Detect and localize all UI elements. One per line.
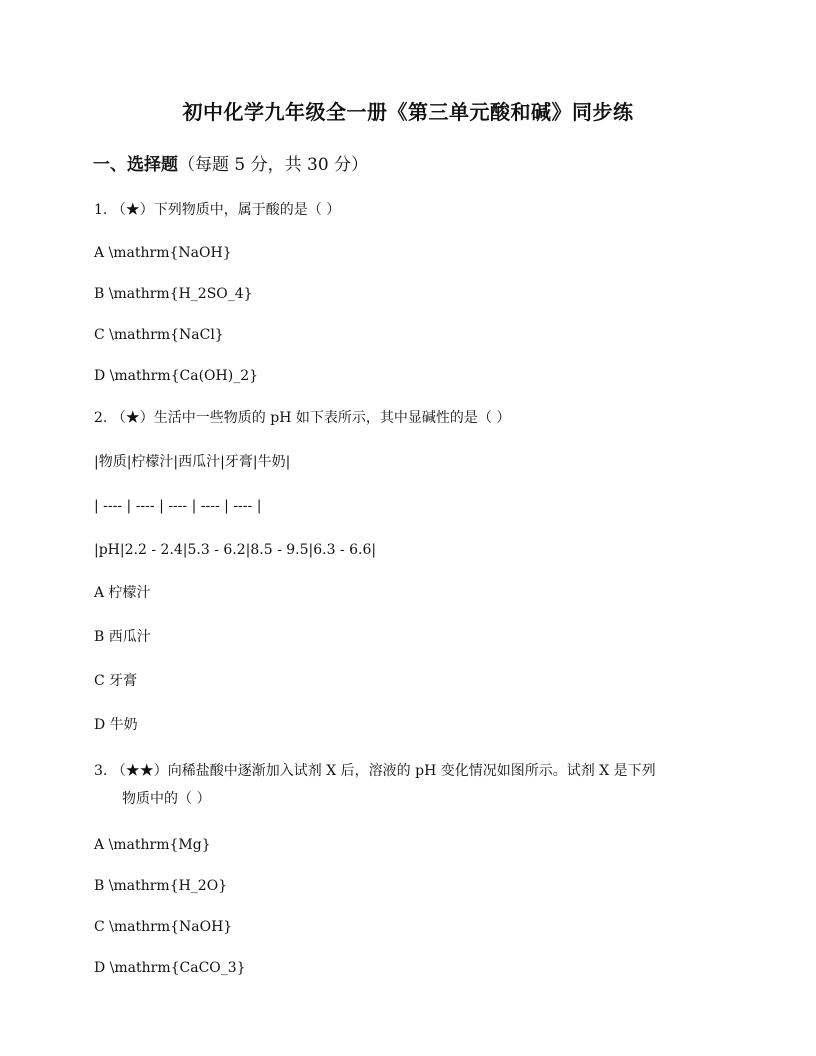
document-title: 初中化学九年级全一册《第三单元酸和碱》同步练 xyxy=(182,100,634,124)
question-2-table-row-ph: |pH|2.2 - 2.4|5.3 - 6.2|8.5 - 9.5|6.3 - 6.6| xyxy=(94,542,377,558)
question-1-option-b: B \mathrm{H_2SO_4} xyxy=(94,286,253,302)
question-3-option-a: A \mathrm{Mg} xyxy=(94,837,211,853)
question-3-stem xyxy=(94,757,724,813)
section-heading-label: 一、选择题 xyxy=(93,155,178,175)
question-1-option-a: A \mathrm{NaOH} xyxy=(94,245,232,261)
question-2-option-c: C 牙膏 xyxy=(94,673,138,689)
question-2-table-row-separator: | ---- | ---- | ---- | ---- | ---- | xyxy=(94,498,262,514)
question-1-option-c: C \mathrm{NaCl} xyxy=(94,327,224,343)
question-3-option-c: C \mathrm{NaOH} xyxy=(94,919,233,935)
question-3-stem-line-1: 3. （★★）向稀盐酸中逐渐加入试剂 X 后，溶液的 pH 变化情况如图所示。试剂 X 是下列 xyxy=(94,763,656,779)
question-2-option-b: B 西瓜汁 xyxy=(94,629,151,645)
question-1-stem: 1. （★）下列物质中，属于酸的是（ ） xyxy=(94,202,341,218)
question-3-option-d: D \mathrm{CaCO_3} xyxy=(94,960,246,976)
question-2-stem: 2. （★）生活中一些物质的 pH 如下表所示，其中显碱性的是（ ） xyxy=(94,410,511,426)
question-2-option-a: A 柠檬汁 xyxy=(94,585,151,601)
question-2-option-d: D 牛奶 xyxy=(94,717,138,733)
question-3-option-b: B \mathrm{H_2O} xyxy=(94,878,228,894)
question-2-table-row-header: |物质|柠檬汁|西瓜汁|牙膏|牛奶| xyxy=(94,454,291,470)
question-3-stem-line-2: 物质中的（ ） xyxy=(122,791,211,807)
question-1-option-d: D \mathrm{Ca(OH)_2} xyxy=(94,368,259,384)
section-heading-note: （每题 5 分，共 30 分） xyxy=(178,155,369,175)
section-heading xyxy=(93,150,368,175)
